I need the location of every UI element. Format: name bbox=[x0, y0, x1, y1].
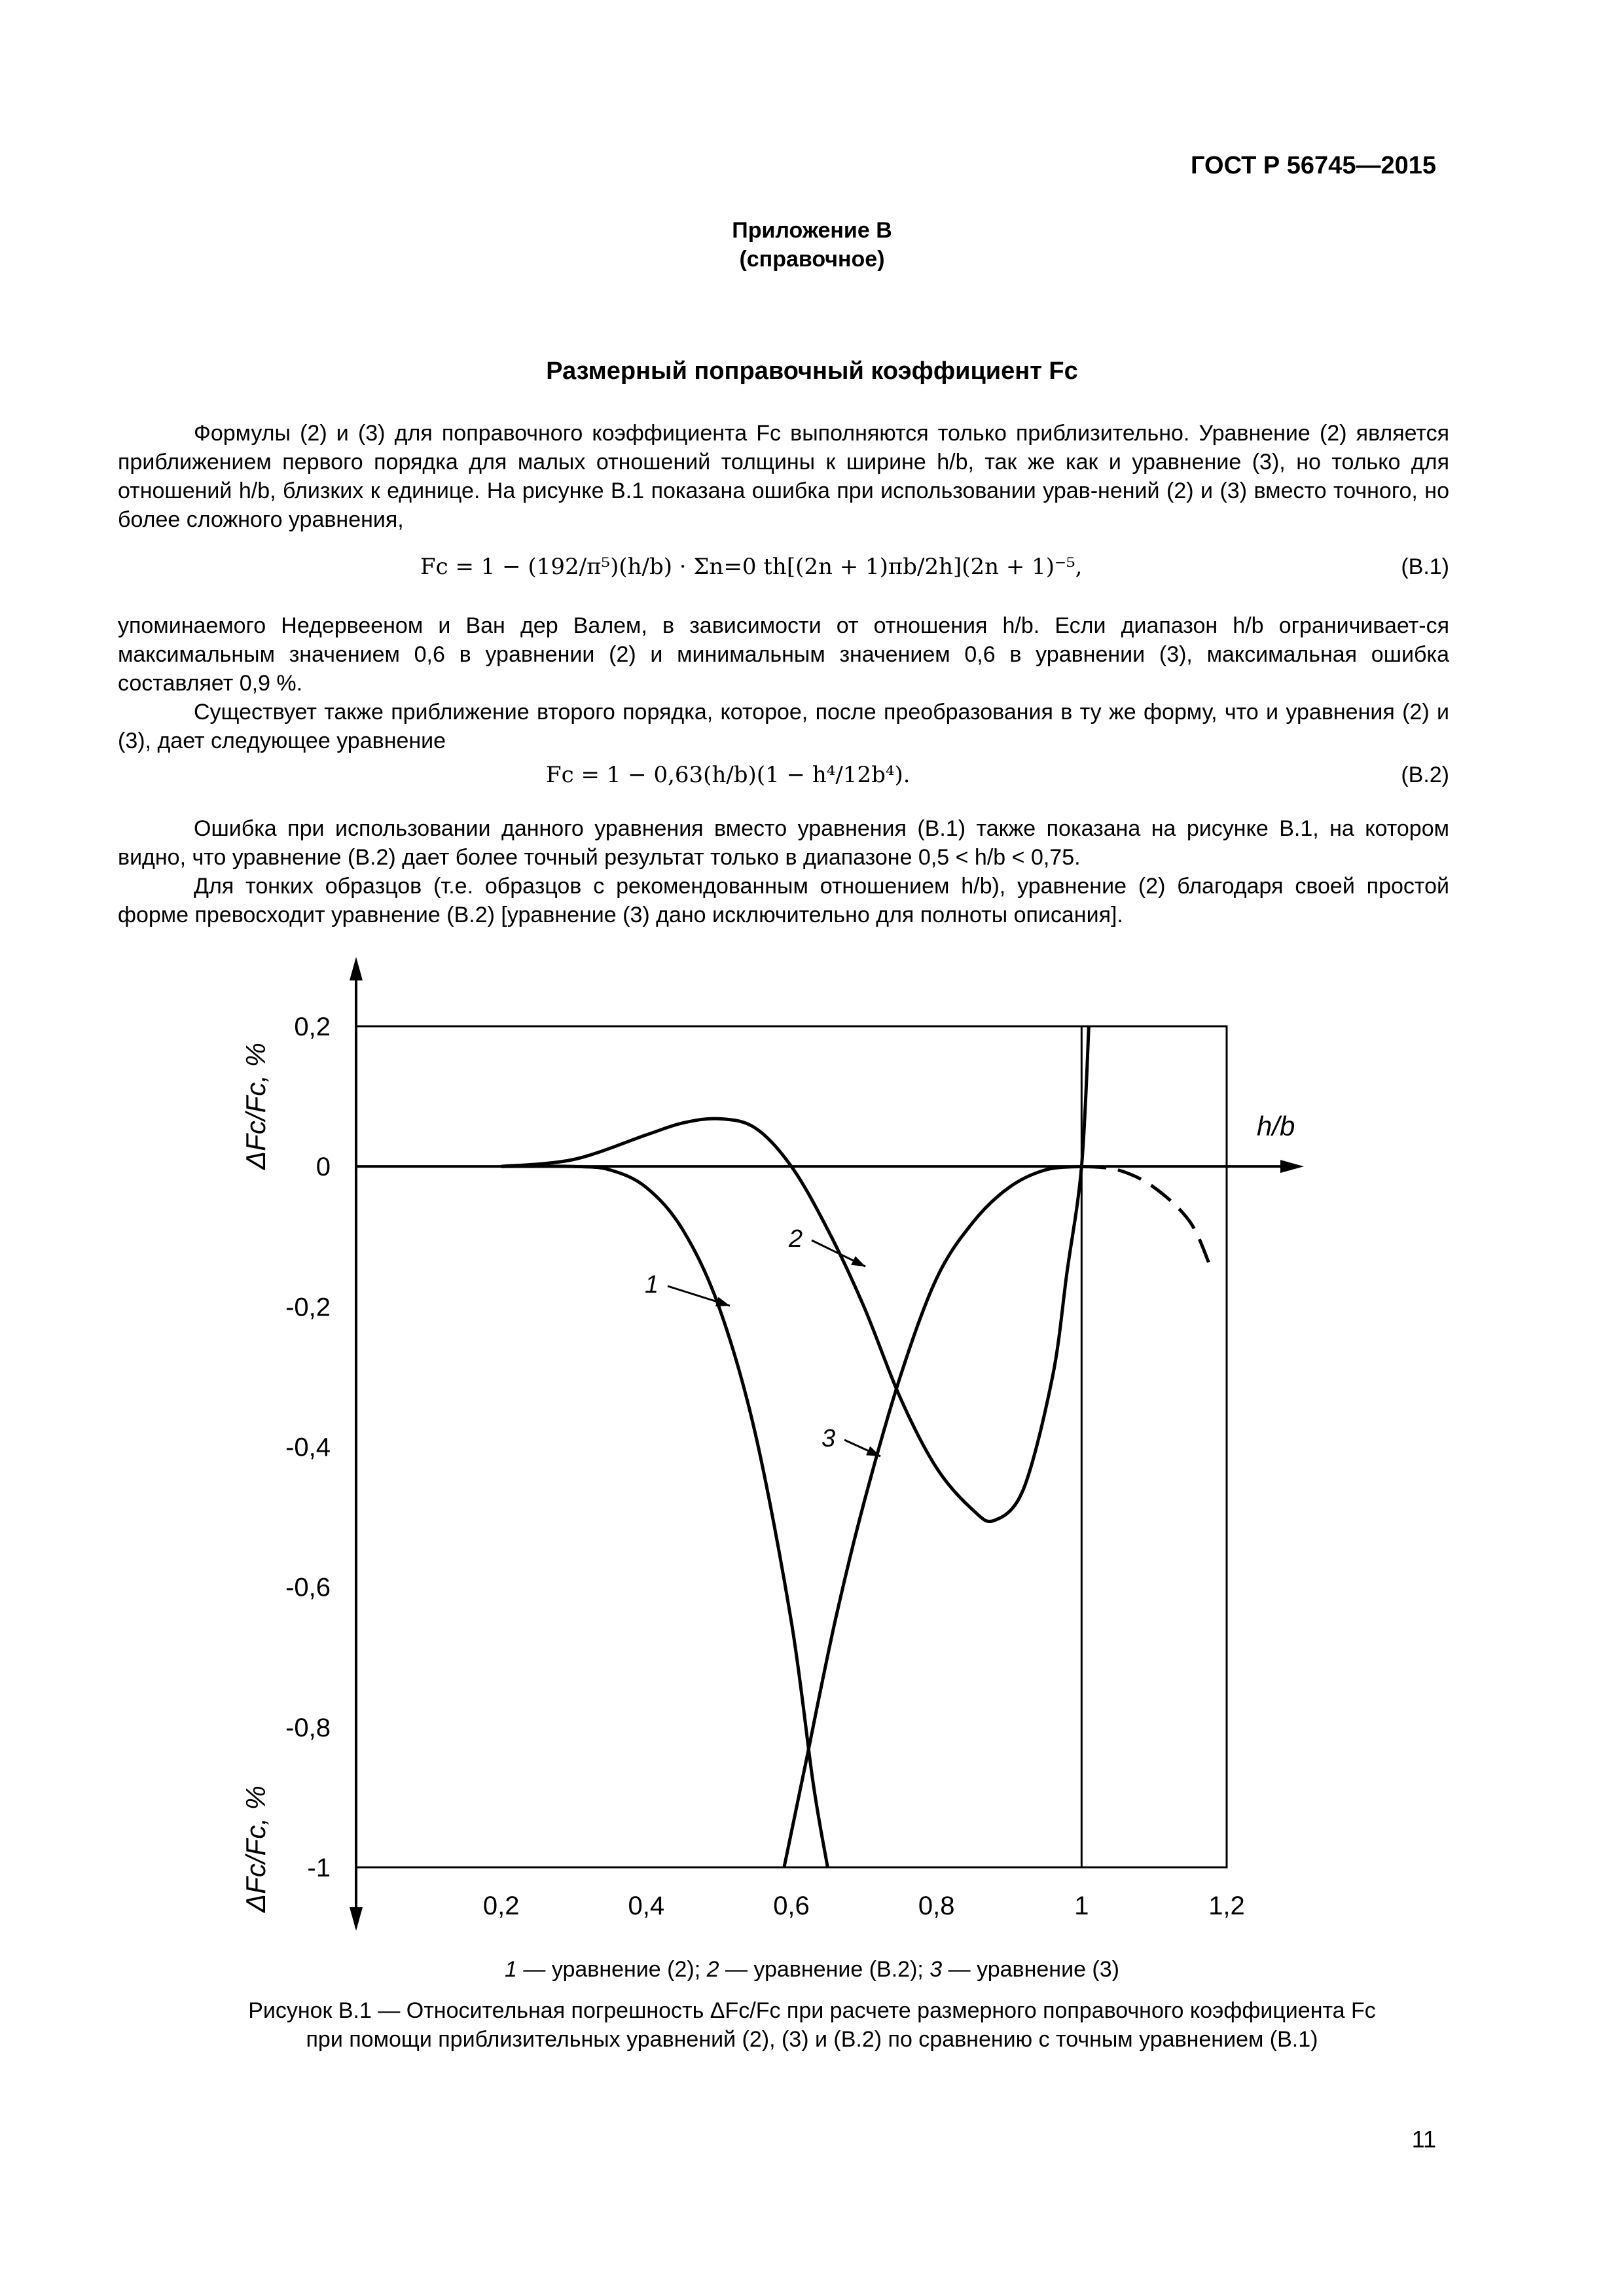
curve-3 bbox=[784, 1166, 1081, 1867]
chart-axes bbox=[240, 957, 1304, 1931]
paragraph-5: Для тонких образцов (т.е. образцов с рекомендованным отношением h/b), уравнение (2) благодаря своей простой форме превосходит уравнение (В.2) [уравнение (3) дано исключительно для полноты описания]. bbox=[118, 874, 1449, 927]
x-tick-label: 0,2 bbox=[482, 1892, 520, 1920]
figure-legend bbox=[0, 1957, 1624, 1982]
curve-arrowhead-2 bbox=[851, 1256, 865, 1266]
paragraph-2: упоминаемого Недервееном и Ван дер Валем, в зависимости от отношения h/b. Если диапазон h/b ограничивает-ся максимальным значением 0,6 в уравнении (2) и минимальным значением 0,6 в уравнении (3), максимальная ошибка составляет 0,9 %. bbox=[118, 613, 1449, 696]
y-tick-label: 0,2 bbox=[294, 1013, 331, 1041]
page-number: 11 bbox=[1411, 2126, 1436, 2153]
y-axis-label-top: ΔFc/Fc, % bbox=[240, 1043, 271, 1170]
legend-text-3: — уравнение (3) bbox=[942, 1957, 1119, 1982]
caption-line-1: Рисунок В.1 — Относительная погрешность ΔFc/Fc при расчете размерного поправочного коэффициента Fc bbox=[248, 1998, 1376, 2023]
curve-label-3: 3 bbox=[821, 1425, 836, 1452]
y-tick-label: -0,8 bbox=[285, 1713, 331, 1742]
x-tick-label: 1,2 bbox=[1208, 1892, 1245, 1920]
curve-label-1: 1 bbox=[645, 1271, 659, 1299]
formula-b1-expression: Fc = 1 − (192/π⁵)(h/b) · Σn=0 th[(2n + 1)πb/2h](2n + 1)⁻⁵, bbox=[420, 554, 1083, 580]
appendix-type: (справочное) bbox=[739, 247, 885, 272]
x-tick-label: 0,8 bbox=[918, 1892, 955, 1920]
x-tick-label: 1 bbox=[1074, 1892, 1089, 1920]
x-tick-label: 0,6 bbox=[773, 1892, 810, 1920]
legend-num-2: 2 bbox=[706, 1957, 719, 1982]
y-axis-arrow-up bbox=[350, 957, 363, 980]
figure-caption bbox=[0, 1996, 1624, 2054]
legend-text-1: — уравнение (2); bbox=[516, 1957, 707, 1982]
tick-labels bbox=[285, 1013, 1245, 1920]
curve-label-2: 2 bbox=[789, 1225, 803, 1253]
y-tick-label: -0,4 bbox=[285, 1433, 331, 1462]
y-tick-label: -1 bbox=[307, 1854, 331, 1882]
x-axis-arrow bbox=[1280, 1160, 1304, 1173]
legend-num-3: 3 bbox=[929, 1957, 943, 1982]
standard-number: ГОСТ Р 56745—2015 bbox=[1191, 152, 1436, 179]
y-tick-label: 0 bbox=[316, 1153, 331, 1182]
paragraph-4: Ошибка при использовании данного уравнения вместо уравнения (В.1) также показана на рисунке В.1, на котором видно, что уравнение (В.2) дает более точный результат только в диапазоне 0,5 < h/b < 0,75. bbox=[118, 816, 1449, 870]
formula-b2-number: (В.2) bbox=[1401, 762, 1449, 787]
curve-annotations bbox=[645, 1225, 880, 1456]
paragraph-1: Формулы (2) и (3) для поправочного коэффициента Fc выполняются только приблизительно. Уравнение (2) является приближением первого порядка для малых отношений толщины к ширине h/b, так же как и уравнение (3), но только для отношений h/b, близких к единице. На рисунке В.1 показана ошибка при использовании урав-нений (2) и (3) вместо точного, но более сложного уравнения, bbox=[118, 421, 1449, 532]
plot-box bbox=[356, 1026, 1227, 1867]
legend-num-1: 1 bbox=[505, 1957, 517, 1982]
formula-b1-number: (В.1) bbox=[1401, 554, 1449, 579]
section-title: Размерный поправочный коэффициент Fc bbox=[546, 357, 1078, 385]
curve-2 bbox=[501, 1026, 1089, 1522]
y-axis-arrow-down bbox=[350, 1907, 363, 1931]
curve-arrowhead-1 bbox=[715, 1297, 730, 1306]
chart-curves bbox=[501, 1026, 1212, 1867]
y-tick-label: -0,2 bbox=[285, 1293, 331, 1322]
formula-b2-expression: Fc = 1 − 0,63(h/b)(1 − h⁴/12b⁴). bbox=[546, 762, 911, 788]
caption-line-2: при помощи приблизительных уравнений (2), (3) и (В.2) по сравнению с точным уравнением (В.1) bbox=[306, 2027, 1318, 2052]
plot-frame bbox=[356, 1026, 1227, 1867]
appendix-title: Приложение В bbox=[732, 218, 892, 243]
curve-1 bbox=[501, 1166, 828, 1867]
x-tick-label: 0,4 bbox=[628, 1892, 665, 1920]
x-axis-label: h/b bbox=[1257, 1111, 1295, 1141]
y-tick-label: -0,6 bbox=[285, 1573, 331, 1602]
paragraph-3: Существует также приближение второго порядка, которое, после преобразования в ту же форму, что и уравнения (2) и (3), дает следующее уравнение bbox=[118, 700, 1449, 753]
y-axis-label-bottom: ΔFc/Fc, % bbox=[240, 1785, 271, 1912]
legend-text-2: — уравнение (В.2); bbox=[719, 1957, 930, 1982]
curve-3-extrapolated bbox=[1081, 1166, 1212, 1272]
